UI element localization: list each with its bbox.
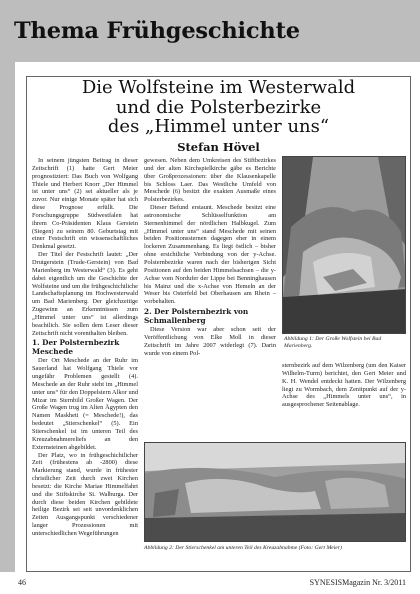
paragraph: Der Platz, wo in frühgeschichtlicher Zeit (frühestens ab -2800) diese Markierung stand, wurde in frühester christlicher Zeit durch zwei Kirchen besetzt: die Kirche Mariae Himmelfahrt und die Stiftskirche St. Walburga. Der durch diese beiden Kirchen gebildete heilige Bezirk sei seit unvordenklichen Zeiten Ausgangspunkt verschiedener langer Prozessionen mit unterschiedlichen Wegeführungen	[32, 451, 138, 537]
magazine-issue: SYNESISMagazin Nr. 3/2011	[309, 578, 406, 587]
section-heading: 2. Der Polsternbezirk von Schmallenberg	[144, 307, 249, 326]
paragraph: Der Titel der Festschrift lautet: „Der Drutgerstein (Trude-Gerstein) von Bad Marienberg im Westerwald“ (3). Es geht dabei eigentlich um die Geschichte der Wolfsteine und um die frühgeschichtliche Landschaftsplanung im Hochwesterwald um Bad Marienberg. Der gleichzeitige Zugewinn an Erkenntnissen zum „Himmel unter uns“ ist allerdings beachtlich. Sie sollen dem Leser dieser Zeitschrift nicht vorenthalten bleiben.	[32, 251, 138, 337]
photo-wolfstein-drawing	[283, 157, 406, 334]
photo-wolfstein	[282, 156, 406, 334]
title-line-1: Die Wolfsteine im Westerwald	[81, 77, 356, 98]
section-heading: 1. Der Polsternbezirk Meschede	[32, 338, 120, 357]
page-number: 46	[18, 578, 26, 587]
paragraph: Der Ort Meschede an der Ruhr im Sauerland hat Wolfgang Thiele vor ungefähr Problemen gestellt (4). Meschede an der Ruhr steht im „Himmel unter uns“ für den Doppelstern Alkor und Mizar im Sternbild Großer Wagen. Der Große Wagen trug im Alten Ägypten den Namen Maskheti (= Meschede!), das bedeutet „Stierschenkel“ (5). Ein Stierschenkel ist im unteren Teil des Kreuzabnahmereliefs an den Externsteinen abgebildet.	[32, 357, 138, 451]
paragraph: Diese Version war aber schon seit der Veröffentlichung von Elke Moll in dieser Zeitschrift im Jahre 2007 widerlegt (7). Darin wurde von einem Pol-	[144, 326, 276, 357]
photo-stierschenkel	[144, 442, 406, 542]
paragraph: sternbezirk auf dem Wilzenberg (um den Kaiser Wilhelm-Turm) berichtet, den Gert Meier und K. H. Wendel entdeckt hatten. Der Wilzenberg liegt zu Wormbach, dem Zenitpunkt auf der y-Achse des „Himmels unter uns“, in ausgesprochener Seitenablage.	[282, 362, 406, 409]
article-title	[26, 78, 411, 137]
figure-caption-2: Abbildung 2: Der Stierschenkel am unteren Teil des Kreuzabnahme (Foto: Gert Meier)	[144, 545, 342, 551]
figure-caption-1: Abbildung 1: Der Große Wolfstein bei Bad Marienberg.	[284, 336, 382, 349]
paragraph: In seinem jüngsten Beitrag in dieser Zeitschrift (1) hatte Gert Meier prognostiziert: Das Buch von Wolfgang Thiele und Herbert Knorr „Der Himmel ist unter uns“ (2) sei aktueller als je zuvor. Nur einige Monate später hat sich diese Prognose erfüllt. Die Forschungsgruppe Südwestfalen hat ihrem Co-Präsidenten Klaus Gerstein (Siegen) zu seinem 80. Geburtstag mit einer Festschrift ein wissenschaftliches Denkmal gesetzt.	[32, 157, 138, 251]
photo-stierschenkel-drawing	[145, 443, 406, 542]
text-column-1	[32, 157, 138, 538]
author-name: Stefan Hövel	[177, 140, 260, 154]
header-band	[0, 0, 420, 62]
paragraph: gewesen. Neben dem Umkreisen des Stiftbezirkes und der alten Kirchspielkirche gäbe es Berichte über Großprozessionen: über die Klausenkapelle bis Schloss Laer. Das Westliche Umfeld von Meschede (6) besitzt die exakten Ausmaße eines Polsterbezirkes.	[144, 157, 276, 204]
text-column-2	[144, 157, 276, 357]
section-title: Thema Frühgeschichte	[14, 18, 300, 44]
title-line-3: des „Himmel unter uns“	[107, 116, 330, 137]
text-column-3	[282, 362, 406, 409]
title-line-2: und die Polsterbezirke	[115, 96, 322, 118]
paragraph: Dieser Befund erstaunt. Meschede besitzt eine astronomische Schlüsselfunktion am Sternenhimmel der nördlichen Halbkugel. Zum „Himmel unter uns“ stand Meschede mit seinen beiden Positionssternen dagegen eher in einem lockeren Zusammenhang. Es liegt östlich – bisher ohne ersichtliche Verbindung von der y-Achse. Polsternbezirke waren nach der bisherigen Sicht Positionen auf den beiden Himmelsachsen – die y-Achse vom Nordufer der Lippe bei Benninghausen bis Mainz und die x-Achse von Hemeln an der Weser bis Osterfeld bei Oberhausen am Rhein – vorbehalten.	[144, 204, 276, 306]
left-margin-bar	[0, 62, 15, 572]
